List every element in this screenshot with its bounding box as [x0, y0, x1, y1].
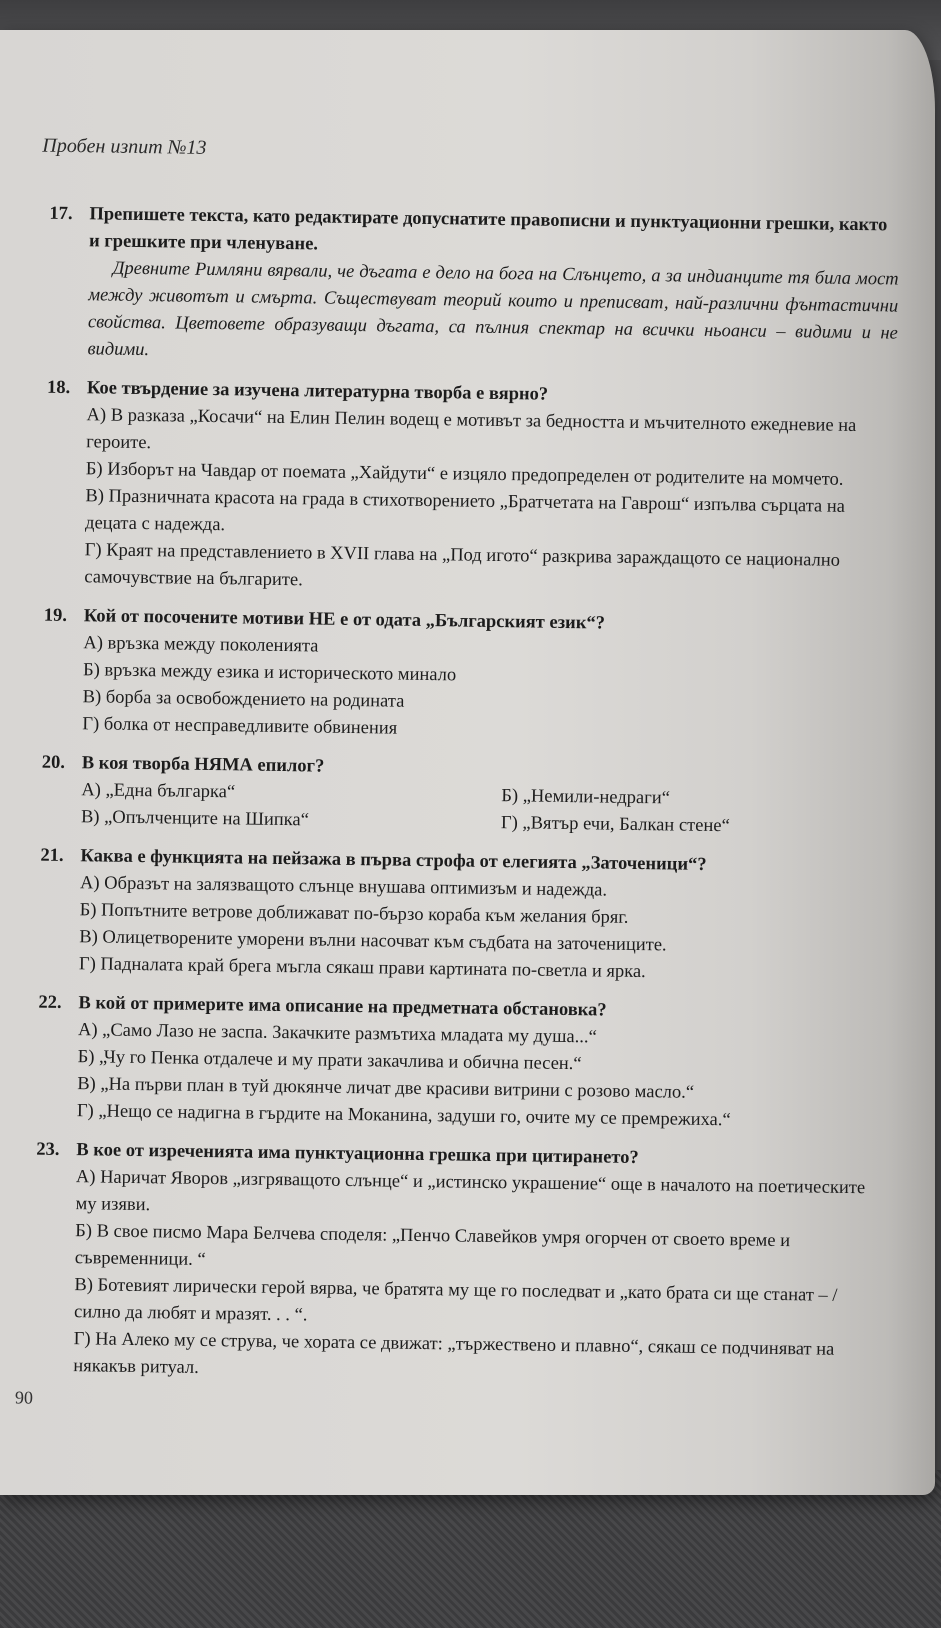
option-b: Б) връзка между езика и историческото минало: [82, 660, 457, 686]
question-text: Каква е функцията на пейзажа в първа строфа от елегията „Заточеници“?: [80, 846, 707, 875]
option-c: В) Олицетворените уморени вълни насочват към съдбата на заточениците.: [79, 927, 667, 956]
options-grid: [81, 777, 892, 842]
option-a: А) „Само Лазо не заспа. Закачките размътиха младата му душа...“: [77, 1020, 597, 1048]
question-text: Препишете текста, като редактирате допуснатите правописни и пунктуационни грешки, както и грешките при членуване.: [88, 204, 888, 255]
page-content: [0, 30, 935, 1508]
option-b: Б) Изборът на Чавдар от поемата „Хайдути“ е изцяло предопределен от родителите на момчето.: [85, 459, 844, 490]
question-17: [47, 201, 899, 375]
option-c: В) „Опълченците на Шипка“: [80, 807, 310, 831]
option-b: Б) Попътните ветрове доближават по-бързо кораба към желания бряг.: [79, 900, 629, 928]
option-d: Г) Краят на представлението в XVII глава на „Под игото“ разкрива зараждащото се национално самочувствие на българите.: [84, 540, 841, 591]
option-b: Б) В свое писмо Мара Белчева споделя: „Пенчо Славейков умря огорчен от своето време и съвременници. “: [74, 1221, 791, 1270]
question-19: [42, 603, 894, 750]
question-21: [39, 843, 891, 990]
option-a: А) Образът на залязващото слънце внушава оптимизъм и надежда.: [79, 873, 608, 901]
question-text: В кой от примерите има описание на предметната обстановка?: [78, 993, 607, 1021]
passage-text: Древните Римляни вярвали, че дъгата е дело на бога на Слънцето, а за индианците тя била мост между животът и смърта. Съществуват теорий които и преписват, най-различни фънтастични свойства. Цветовете образуващи дъгата, са пълния спектар на всички ньоанси – видими и не видими.: [87, 258, 899, 361]
question-number: 21.: [40, 845, 64, 866]
question-number: 17.: [49, 203, 73, 225]
option-b: Б) „Немили-недраги“: [501, 786, 671, 809]
page-number: 90: [14, 1387, 34, 1408]
option-d: Г) Падналата край брега мъгла сякаш прави картината по-светла и ярка.: [78, 954, 646, 983]
question-number: 19.: [43, 605, 68, 626]
option-a: А) „Една българка“: [81, 780, 236, 803]
option-c: В) Ботевият лирически герой вярва, че братята му ще го последват и „като брата си ще станат – / силно да любят и мразят. . . “.: [73, 1275, 838, 1326]
question-number: 18.: [46, 377, 71, 399]
question-text: В коя творба НЯМА епилог?: [81, 753, 325, 777]
option-d: Г) „Нещо се надигна в гърдите на Моканина, задуши го, очите му се премрежиха.“: [76, 1101, 731, 1131]
question-number: 22.: [38, 992, 62, 1013]
option-b: Б) „Чу го Пенка отдалече и му прати закачлива и обична песен.“: [77, 1047, 582, 1075]
question-18: [44, 375, 897, 603]
question-20: [41, 750, 892, 843]
question-22: [37, 990, 889, 1137]
option-d: Г) „Вятър ечи, Балкан стене“: [500, 813, 730, 837]
option-a: А) В разказа „Косачи“ на Елин Пелин водещ е мотивът за бедността и мъчителното ежедневие на героите.: [86, 405, 857, 454]
running-header: Пробен изпит №13: [42, 134, 207, 159]
option-c: В) „На първи план в туй дюкянче личат две красиви витрини с розово масло.“: [77, 1074, 695, 1103]
option-d: Г) На Алеко му се струва, че хората се движат: „тържествено и плавно“, сякаш се подчиняват на някакъв ритуал.: [73, 1329, 835, 1378]
question-number: 20.: [41, 752, 66, 773]
question-text: В кое от изреченията има пунктуационна грешка при цитирането?: [76, 1140, 639, 1169]
questions-area: [33, 201, 900, 1404]
question-23: [33, 1137, 886, 1392]
question-number: 23.: [36, 1139, 60, 1160]
option-c: В) Празничната красота на града в стихотворението „Братчетата на Гаврош“ изпълва сърцата на децата с надежда.: [84, 486, 846, 536]
option-a: А) Наричат Яворов „изгряващото слънце“ и „истинско украшение“ още в началото на поетическите му изяви.: [75, 1167, 866, 1216]
question-text: Кое твърдение за изучена литературна творба е вярно?: [86, 378, 549, 405]
option-a: А) връзка между поколенията: [83, 633, 319, 657]
question-text: Кой от посочените мотиви НЕ е от одата „Българският език“?: [83, 606, 606, 634]
book-page: [0, 30, 935, 1495]
option-d: Г) болка от несправедливите обвинения: [82, 714, 398, 739]
option-c: В) борба за освобождението на родината: [82, 687, 405, 712]
